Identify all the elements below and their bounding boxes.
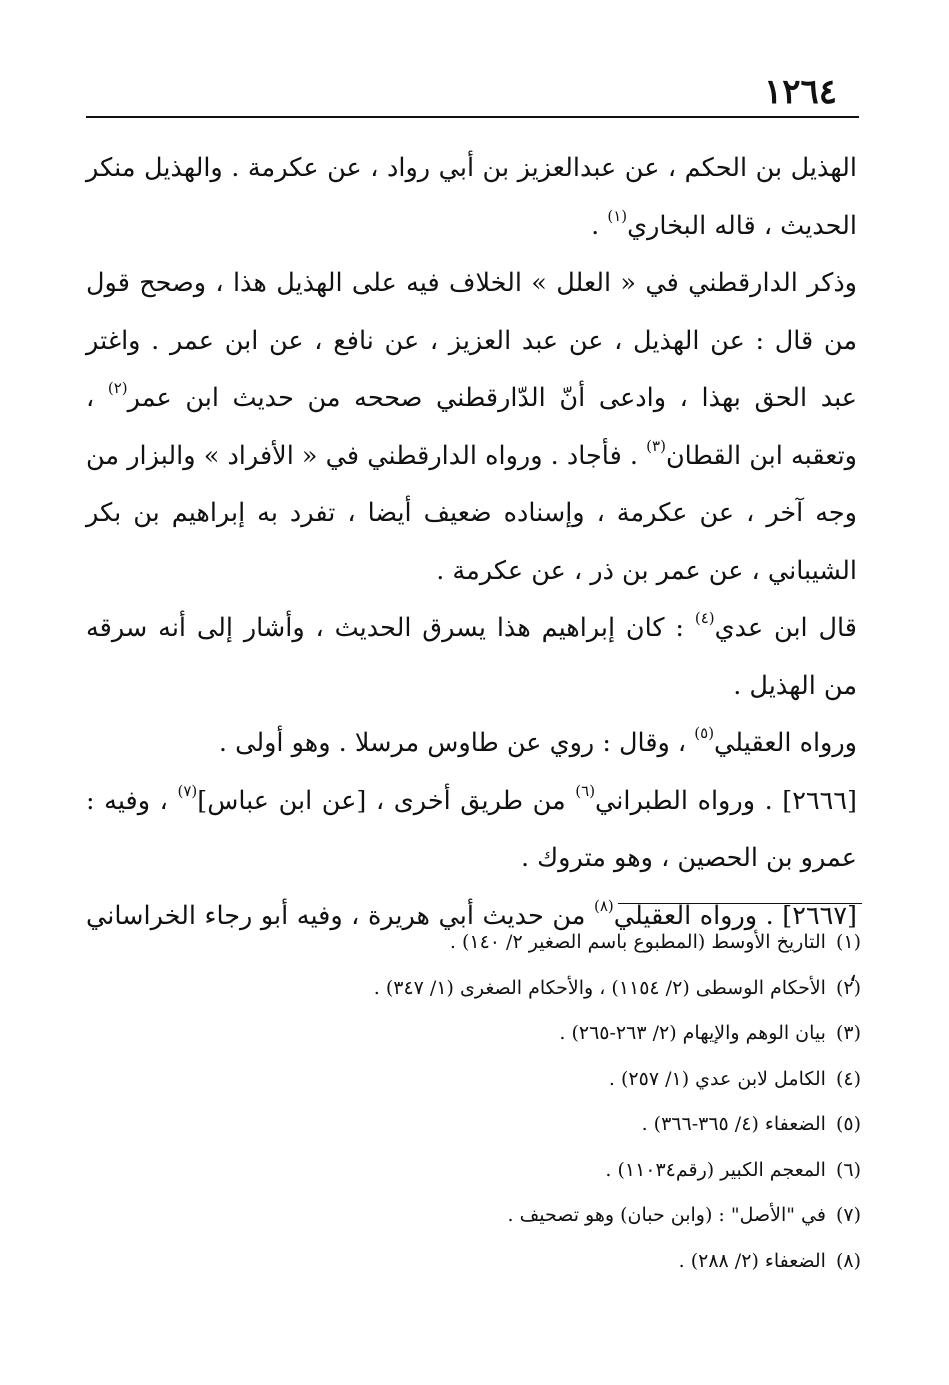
paragraph-text: [٢٦٦٧] . ورواه العقيلي [613,900,857,931]
footnotes-section [71,920,861,1284]
paragraph-text: ، وقال : روي عن طاوس مرسلا . وهو أولى . [218,728,695,758]
footnote-number: (٣) [835,1022,861,1044]
footnote-item [71,966,861,1012]
paragraph-text: [٢٦٦٦] . ورواه الطبراني [595,785,857,816]
paragraph-text: الهذيل بن الحكم ، عن عبدالعزيز بن أبي رواد ، عن عكرمة . والهذيل منكر الحديث ، قاله البخاري [86,153,857,241]
body-paragraph [86,600,857,715]
body-paragraph [86,773,857,888]
header-rule [86,116,859,118]
footnote-item [71,1057,861,1103]
footnote-reference: (٤) [694,609,715,627]
footnote-text: بيان الوهم والإيهام (٢/ ٢٦٣-٢٦٥) . [559,1022,826,1044]
footnote-reference: (١) [607,206,628,225]
paragraph-text: : كان إبراهيم هذا يسرق الحديث ، وأشار إلى أنه سرقه من الهذيل . [86,613,857,701]
footnote-number: (٦) [835,1158,861,1181]
footnote-divider [618,903,862,904]
paragraph-text: من حديث أبي هريرة ، وفيه أبو رجاء الخراساني ، [86,900,857,988]
paragraph-text: . [591,210,608,241]
body-paragraph [86,715,857,773]
body-paragraph [86,255,857,600]
footnote-text: الأحكام الوسطى (٢/ ١١٥٤) ، والأحكام الصغرى (١/ ٣٤٧) . [373,976,826,999]
footnote-text: الضعفاء (٢/ ٢٨٨) . [678,1249,826,1272]
footnote-number: (٨) [835,1249,861,1272]
footnote-text: التاريخ الأوسط (المطبوع باسم الصغير ٢/ ١٤٠) . [449,931,826,953]
paragraph-text: ورواه العقيلي [714,728,857,758]
footnote-reference: (٨) [593,896,614,915]
footnote-text: الكامل لابن عدي (١/ ٢٥٧) . [608,1067,826,1090]
paragraph-text: من طريق أخرى ، [عن ابن عباس] [197,785,576,816]
footnote-number: (١) [835,931,861,953]
paragraph-text: . فأجاد . ورواه الدارقطني في « الأفراد » والبزار من وجه آخر ، عن عكرمة ، وإسناده ضعيف أيضا ، تفرد به إبراهيم بن بكر الشيباني ، عن عمر بن ذر ، عن عكرمة . [86,440,857,586]
footnote-item [71,1193,861,1239]
footnote-number: (٤) [835,1067,861,1090]
footnote-number: (٢) [835,976,861,999]
footnote-number: (٧) [835,1204,861,1226]
paragraph-text: ، وفيه : عمرو بن الحصين ، وهو متروك . [86,785,857,873]
footnote-text: الضعفاء (٤/ ٣٦٥-٣٦٦) . [641,1113,826,1135]
page-number: ١٢٦٤ [763,72,837,112]
main-text [86,140,857,1003]
footnote-item [71,1011,861,1057]
footnote-reference: (٣) [646,436,666,455]
footnote-item [71,1148,861,1194]
footnote-reference: (٢) [107,379,128,397]
paragraph-text: وذكر الدارقطني في « العلل » الخلاف فيه على الهذيل هذا ، وصحح قول من قال : عن الهذيل ، عن عبد العزيز ، عن نافع ، عن ابن عمر . واغتر عبد الحق بهذا ، وادعى أنّ الدّارقطني صححه من حديث ابن عمر [86,268,857,413]
footnote-reference: (٥) [694,724,715,742]
footnote-reference: (٧) [177,781,198,800]
footnote-text: المعجم الكبير (رقم١١٠٣٤) . [605,1158,826,1181]
footnote-item [71,920,861,966]
paragraph-text: قال ابن عدي [714,613,857,643]
footnote-reference: (٦) [575,781,596,800]
body-paragraph [86,140,857,255]
footnote-text: في "الأصل" : (وابن حبان) وهو تصحيف . [507,1204,826,1226]
paragraph-text: ، وتعقبه ابن القطان [86,383,857,471]
footnote-item [71,1239,861,1285]
footnote-number: (٥) [835,1113,861,1135]
footnote-item [71,1102,861,1148]
